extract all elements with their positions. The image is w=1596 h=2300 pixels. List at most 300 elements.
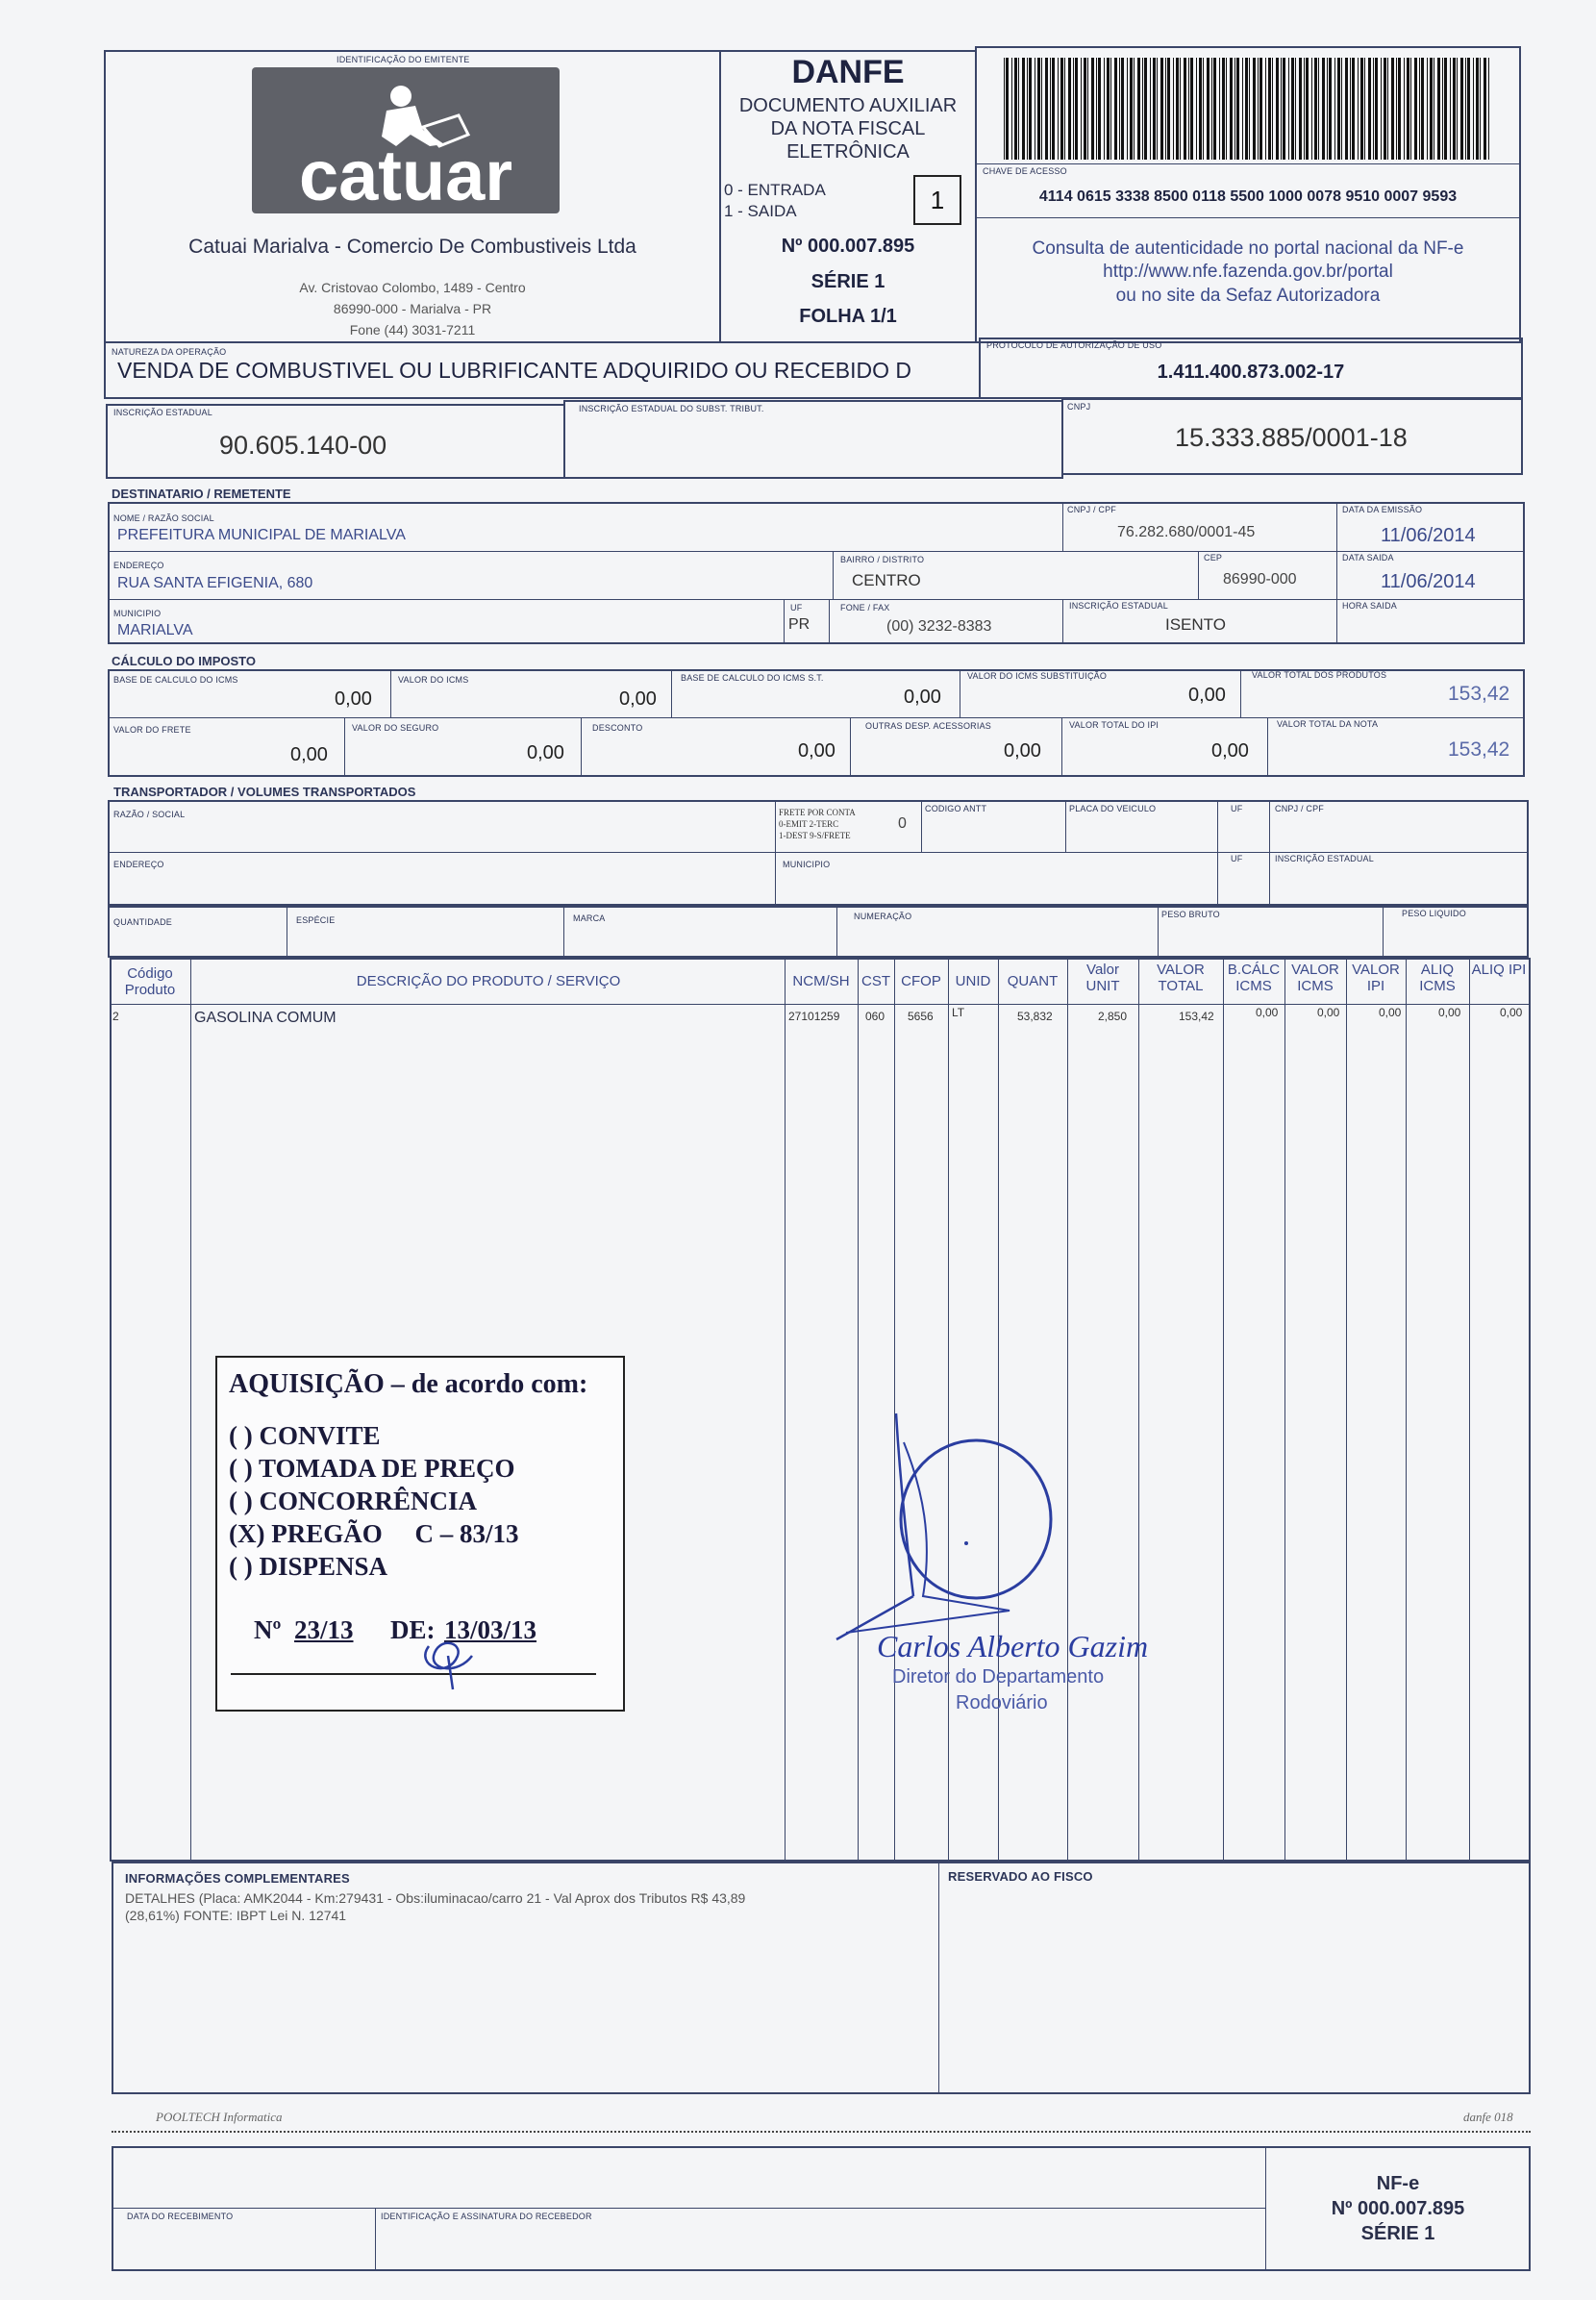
barcode-bar	[1052, 58, 1055, 160]
barcode-bar	[1199, 58, 1202, 160]
barcode-bar	[1110, 58, 1111, 160]
cell-aipi: 0,00	[1500, 1006, 1523, 1019]
barcode-bar	[1258, 58, 1259, 160]
outras-value: 0,00	[1004, 740, 1041, 762]
base-st-value: 0,00	[904, 687, 941, 708]
frete-conta-l1: FRETE POR CONTA	[779, 808, 856, 817]
signature-icon	[827, 1404, 1077, 1654]
placa-label: PLACA DO VEICULO	[1069, 804, 1157, 813]
divider	[108, 717, 1525, 718]
col-vtotal: VALOR TOTAL	[1157, 962, 1205, 994]
barcode-bar	[1295, 58, 1296, 160]
cell-cst: 060	[865, 1010, 885, 1023]
barcode-bar	[1153, 58, 1156, 160]
cell-cfop: 5656	[908, 1010, 934, 1023]
barcode-bar	[1268, 58, 1271, 160]
uf-label: UF	[790, 603, 803, 612]
barcode-bar	[1073, 58, 1074, 160]
col-quant: QUANT	[1007, 973, 1059, 989]
natureza-label: NATUREZA DA OPERAÇÃO	[112, 347, 227, 357]
icms-st-value: 0,00	[1188, 685, 1226, 706]
divider	[1267, 717, 1268, 777]
danfe-serie: SÉRIE 1	[810, 271, 885, 292]
dest-ie-value: ISENTO	[1165, 615, 1226, 634]
divider	[836, 906, 837, 958]
quantidade-label: QUANTIDADE	[113, 917, 173, 927]
col-vipi: VALOR IPI	[1352, 962, 1400, 994]
volumes-box	[108, 906, 1529, 958]
dest-ie-label: INSCRIÇÃO ESTADUAL	[1069, 601, 1168, 611]
nome-value: PREFEITURA MUNICIPAL DE MARIALVA	[117, 527, 406, 543]
divider	[671, 669, 672, 717]
endereco-label: ENDEREÇO	[113, 561, 164, 570]
fone-label: FONE / FAX	[840, 603, 890, 612]
barcode-bar	[1050, 58, 1051, 160]
emitente-address2: 86990-000 - Marialva - PR	[333, 301, 492, 316]
divider	[390, 669, 391, 717]
cell-quant: 53,832	[1017, 1010, 1053, 1023]
barcode-bar	[1304, 58, 1305, 160]
barcode-bar	[1242, 58, 1243, 160]
barcode-bar	[1222, 58, 1225, 160]
barcode-bar	[1119, 58, 1120, 160]
transp-uf-label: UF	[1231, 804, 1243, 813]
barcode-bar	[1299, 58, 1302, 160]
barcode-bar	[1226, 58, 1227, 160]
barcode-bar	[1142, 58, 1143, 160]
municipio-value: MARIALVA	[117, 622, 193, 638]
divider	[775, 800, 776, 906]
col-aicms: ALIQ ICMS	[1419, 962, 1456, 994]
divider	[190, 958, 191, 1862]
barcode-bar	[1311, 58, 1312, 160]
col-descricao: DESCRIÇÃO DO PRODUTO / SERVIÇO	[356, 973, 621, 989]
barcode-bar	[1345, 58, 1348, 160]
hora-label: HORA SAIDA	[1342, 601, 1398, 611]
barcode-bar	[1419, 58, 1420, 160]
canhoto-data-label: DATA DO RECEBIMENTO	[127, 2212, 234, 2221]
cell-bcalc: 0,00	[1256, 1006, 1279, 1019]
col-ncm: NCM/SH	[792, 973, 850, 989]
barcode-bar	[1453, 58, 1456, 160]
barcode-bar	[1167, 58, 1170, 160]
barcode-icon	[1004, 58, 1492, 160]
aquisicao-stamp	[215, 1356, 625, 1712]
ipi-label: VALOR TOTAL DO IPI	[1069, 720, 1160, 730]
info-line1: DETALHES (Placa: AMK2044 - Km:279431 - Obs:iluminacao/carro 21 - Val Aprox dos Tributos R$ 43,89	[125, 1890, 746, 1906]
ipi-value: 0,00	[1211, 740, 1249, 762]
divider	[975, 163, 1521, 164]
barcode-bar	[1144, 58, 1147, 160]
cnpj-value: 15.333.885/0001-18	[1175, 423, 1408, 452]
col-cst: CST	[861, 973, 890, 989]
divider	[108, 599, 1525, 600]
barcode-bar	[1352, 58, 1355, 160]
emitente-name: Catuai Marialva - Comercio De Combustiveis Ltda	[188, 236, 636, 258]
ie-st-label: INSCRIÇÃO ESTADUAL DO SUBST. TRIBUT.	[579, 404, 764, 413]
divider	[1065, 800, 1066, 852]
col-unid: UNID	[955, 973, 991, 989]
transp-endereco-label: ENDEREÇO	[113, 860, 164, 869]
divider	[1469, 958, 1470, 1862]
barcode-bar	[1460, 58, 1463, 160]
barcode-bar	[1414, 58, 1417, 160]
divider	[1062, 599, 1063, 644]
stamp-dispensa: ( ) DISPENSA	[229, 1552, 388, 1581]
divider	[375, 2208, 376, 2271]
barcode-bar	[1488, 58, 1489, 160]
barcode-bar	[1450, 58, 1451, 160]
total-nota-value: 153,42	[1448, 738, 1510, 761]
divider	[1346, 958, 1347, 1862]
barcode-bar	[1121, 58, 1124, 160]
stamp-num: 23/13	[294, 1615, 354, 1644]
dest-cnpj-label: CNPJ / CPF	[1067, 505, 1117, 514]
cep-value: 86990-000	[1223, 571, 1297, 588]
signature-name: Carlos Alberto Gazim	[877, 1629, 1149, 1663]
barcode-bar	[1087, 58, 1088, 160]
uf-value: PR	[788, 616, 810, 633]
barcode-bar	[1322, 58, 1325, 160]
stamp-pregao: (X) PREGÃO C – 83/13	[229, 1519, 519, 1548]
barcode-bar	[1387, 58, 1388, 160]
barcode-bar	[1334, 58, 1335, 160]
outras-label: OUTRAS DESP. ACESSORIAS	[865, 721, 991, 731]
icms-st-label: VALOR DO ICMS SUBSTITUIÇÃO	[967, 671, 1108, 681]
barcode-bar	[1404, 58, 1405, 160]
ie-value: 90.605.140-00	[219, 431, 387, 460]
stamp-title: AQUISIÇÃO – de acordo com:	[229, 1369, 588, 1399]
divider	[1240, 669, 1241, 717]
barcode-bar	[1213, 58, 1216, 160]
divider	[1383, 906, 1384, 958]
col-bcalc: B.CÁLC ICMS	[1227, 962, 1281, 994]
divider	[1336, 502, 1337, 644]
barcode-bar	[1381, 58, 1382, 160]
info-label: INFORMAÇÕES COMPLEMENTARES	[125, 1871, 350, 1886]
barcode-bar	[1160, 58, 1163, 160]
col-vunit: Valor UNIT	[1085, 962, 1120, 994]
barcode-bar	[1421, 58, 1424, 160]
barcode-bar	[1150, 58, 1151, 160]
transportador-section: TRANSPORTADOR / VOLUMES TRANSPORTADOS	[113, 785, 416, 799]
divider	[921, 800, 922, 852]
imposto-section: CÁLCULO DO IMPOSTO	[112, 654, 256, 668]
barcode-bar	[1081, 58, 1082, 160]
barcode-bar	[1230, 58, 1233, 160]
barcode-bar	[1476, 58, 1479, 160]
barcode-bar	[1375, 58, 1378, 160]
barcode-bar	[1318, 58, 1319, 160]
divider	[784, 599, 785, 644]
consulta-text: Consulta de autenticidade no portal nacional da NF-e	[1032, 238, 1464, 259]
barcode-bar	[1444, 58, 1447, 160]
barcode-bar	[1014, 58, 1017, 160]
divider	[112, 2208, 1265, 2209]
protocolo-label: PROTOCOLO DE AUTORIZAÇÃO DE USO	[986, 340, 1162, 350]
divider	[1223, 958, 1224, 1862]
barcode-bar	[1265, 58, 1266, 160]
cell-vicms: 0,00	[1317, 1006, 1340, 1019]
barcode-bar	[1068, 58, 1071, 160]
peso-bruto-label: PESO BRUTO	[1161, 910, 1220, 919]
barcode-bar	[1473, 58, 1474, 160]
seguro-value: 0,00	[527, 742, 564, 763]
especie-label: ESPÉCIE	[296, 915, 336, 925]
col-cfop: CFOP	[901, 973, 941, 989]
bairro-value: CENTRO	[852, 571, 921, 589]
transp-uf2-label: UF	[1231, 854, 1243, 863]
cut-line	[112, 2131, 1531, 2133]
company-logo	[252, 67, 560, 213]
chave-value: 4114 0615 3338 8500 0118 5500 1000 0078 9510 0007 9593	[1038, 188, 1458, 205]
destinatario-box	[108, 502, 1525, 644]
tipo-box: 1	[913, 175, 961, 225]
divider	[108, 852, 1529, 853]
barcode-bar	[1011, 58, 1012, 160]
divider	[1138, 958, 1139, 1862]
desconto-value: 0,00	[798, 740, 835, 762]
consulta-sefaz: ou no site da Sefaz Autorizadora	[1115, 286, 1381, 306]
emissao-value: 11/06/2014	[1381, 525, 1476, 546]
divider	[110, 1004, 1531, 1005]
divider	[850, 717, 851, 777]
barcode-bar	[1358, 58, 1359, 160]
footer-right: danfe 018	[1463, 2110, 1513, 2124]
barcode-bar	[1134, 58, 1135, 160]
barcode-bar	[1276, 58, 1279, 160]
barcode-bar	[1058, 58, 1059, 160]
cnpj-label: CNPJ	[1067, 402, 1091, 412]
barcode-bar	[1272, 58, 1273, 160]
barcode-bar	[1137, 58, 1140, 160]
barcode-bar	[1368, 58, 1371, 160]
barcode-bar	[1027, 58, 1028, 160]
cell-codigo: 2	[112, 1010, 119, 1023]
barcode	[1004, 58, 1492, 160]
total-nota-label: VALOR TOTAL DA NOTA	[1277, 719, 1379, 729]
frete-conta-l2: 0-EMIT 2-TERC	[779, 819, 839, 829]
info-line2: (28,61%) FONTE: IBPT Lei N. 12741	[125, 1908, 347, 1923]
marca-label: MARCA	[573, 913, 606, 923]
barcode-bar	[1114, 58, 1117, 160]
ie-label: INSCRIÇÃO ESTADUAL	[113, 408, 212, 417]
seguro-label: VALOR DO SEGURO	[352, 723, 439, 733]
barcode-bar	[1060, 58, 1063, 160]
barcode-bar	[1075, 58, 1078, 160]
divider	[975, 217, 1521, 218]
barcode-bar	[1484, 58, 1486, 160]
barcode-bar	[1364, 58, 1365, 160]
protocolo-value: 1.411.400.873.002-17	[1157, 362, 1345, 383]
municipio-label: MUNICIPIO	[113, 609, 162, 618]
dest-cnpj-value: 76.282.680/0001-45	[1117, 524, 1256, 540]
bairro-label: BAIRRO / DISTRITO	[840, 555, 925, 564]
stamp-concorrencia: ( ) CONCORRÊNCIA	[229, 1487, 477, 1515]
canhoto-ident-label: IDENTIFICAÇÃO E ASSINATURA DO RECEBEDOR	[381, 2212, 592, 2221]
chave-label: CHAVE DE ACESSO	[983, 166, 1067, 176]
barcode-bar	[1337, 58, 1340, 160]
barcode-bar	[1407, 58, 1409, 160]
barcode-bar	[1391, 58, 1394, 160]
barcode-bar	[1253, 58, 1256, 160]
divider	[938, 1862, 939, 2094]
barcode-bar	[1045, 58, 1048, 160]
danfe-numero: Nº 000.007.895	[781, 236, 915, 257]
barcode-bar	[1107, 58, 1110, 160]
emitente-phone: Fone (44) 3031-7211	[349, 322, 476, 338]
initials-scribble	[410, 1627, 496, 1694]
barcode-bar	[1467, 58, 1470, 160]
cell-vunit: 2,850	[1098, 1010, 1128, 1023]
barcode-bar	[1288, 58, 1289, 160]
divider	[344, 717, 345, 777]
barcode-bar	[1096, 58, 1097, 160]
barcode-bar	[1236, 58, 1239, 160]
barcode-bar	[1022, 58, 1025, 160]
barcode-bar	[1004, 58, 1005, 160]
frete-conta-l3: 1-DEST 9-S/FRETE	[779, 831, 851, 840]
peso-liq-label: PESO LIQUIDO	[1402, 909, 1466, 918]
divider	[1406, 958, 1407, 1862]
barcode-bar	[1091, 58, 1094, 160]
divider	[1284, 958, 1285, 1862]
frete-value: 0,00	[290, 744, 328, 765]
barcode-bar	[1006, 58, 1009, 160]
cep-label: CEP	[1204, 553, 1223, 562]
barcode-bar	[1373, 58, 1374, 160]
canhoto-numero: Nº 000.007.895	[1331, 2198, 1465, 2219]
barcode-bar	[1064, 58, 1065, 160]
barcode-bar	[1127, 58, 1128, 160]
total-prod-label: VALOR TOTAL DOS PRODUTOS	[1252, 670, 1387, 680]
barcode-bar	[1041, 58, 1042, 160]
barcode-bar	[1173, 58, 1174, 160]
divider	[1198, 551, 1199, 599]
col-vicms: VALOR ICMS	[1291, 962, 1339, 994]
barcode-bar	[1219, 58, 1220, 160]
barcode-bar	[1410, 58, 1411, 160]
divider	[1062, 502, 1063, 551]
barcode-bar	[1249, 58, 1250, 160]
barcode-bar	[1327, 58, 1328, 160]
cell-descricao: GASOLINA COMUM	[194, 1010, 337, 1026]
stamp-num-label: Nº	[254, 1615, 282, 1644]
desconto-label: DESCONTO	[592, 723, 643, 733]
footer-left: POOLTECH Informatica	[156, 2110, 283, 2124]
divider	[581, 717, 582, 777]
numeracao-label: NUMERAÇÃO	[854, 912, 912, 921]
divider	[833, 551, 834, 599]
barcode-bar	[1427, 58, 1428, 160]
stamp-convite: ( ) CONVITE	[229, 1421, 381, 1450]
barcode-bar	[1437, 58, 1440, 160]
fisco-label: RESERVADO AO FISCO	[948, 1869, 1093, 1884]
danfe-folha: FOLHA 1/1	[799, 306, 897, 327]
cell-unid: LT	[952, 1006, 965, 1019]
canhoto-serie: SÉRIE 1	[1360, 2223, 1435, 2244]
barcode-bar	[1207, 58, 1209, 160]
barcode-bar	[1457, 58, 1458, 160]
barcode-bar	[1029, 58, 1032, 160]
antt-label: CODIGO ANTT	[925, 804, 987, 813]
barcode-bar	[1360, 58, 1363, 160]
barcode-bar	[1281, 58, 1282, 160]
divider	[1269, 800, 1270, 906]
base-st-label: BASE DE CALCULO DO ICMS S.T.	[681, 673, 824, 683]
stamp-tomada: ( ) TOMADA DE PREÇO	[229, 1454, 515, 1483]
logo-figure-icon	[252, 67, 560, 213]
divider	[1217, 800, 1218, 906]
transp-municipio-label: MUNICIPIO	[783, 860, 831, 869]
razao-label: RAZÃO / SOCIAL	[113, 810, 186, 819]
barcode-bar	[1480, 58, 1481, 160]
barcode-bar	[1314, 58, 1317, 160]
natureza-value: VENDA DE COMBUSTIVEL OU LUBRIFICANTE ADQUIRIDO OU RECEBIDO D	[117, 358, 912, 383]
valor-icms-value: 0,00	[619, 688, 657, 710]
cell-ncm: 27101259	[788, 1010, 840, 1023]
barcode-bar	[1283, 58, 1285, 160]
svg-text:catuar: catuar	[298, 136, 513, 213]
barcode-bar	[1211, 58, 1212, 160]
divider	[1158, 906, 1159, 958]
barcode-bar	[1018, 58, 1019, 160]
barcode-bar	[1329, 58, 1332, 160]
entrada-label: 0 - ENTRADA	[724, 181, 826, 199]
saida-label: 1 - SAIDA	[724, 202, 797, 220]
barcode-bar	[1442, 58, 1443, 160]
barcode-bar	[1188, 58, 1189, 160]
col-aipi: ALIQ IPI	[1471, 962, 1527, 978]
base-icms-label: BASE DE CALCULO DO ICMS	[113, 675, 238, 685]
barcode-bar	[1104, 58, 1105, 160]
frete-label: VALOR DO FRETE	[113, 725, 191, 735]
barcode-bar	[1245, 58, 1248, 160]
barcode-bar	[1165, 58, 1166, 160]
barcode-bar	[1180, 58, 1181, 160]
stamp-de-label: DE:	[390, 1615, 436, 1644]
barcode-bar	[1259, 58, 1262, 160]
barcode-bar	[1184, 58, 1186, 160]
transp-ie-label: INSCRIÇÃO ESTADUAL	[1275, 854, 1374, 863]
divider	[563, 906, 564, 958]
barcode-bar	[1157, 58, 1158, 160]
barcode-bar	[1465, 58, 1466, 160]
divider	[108, 551, 1525, 552]
fone-value: (00) 3232-8383	[886, 618, 992, 635]
barcode-bar	[1037, 58, 1040, 160]
barcode-bar	[1084, 58, 1086, 160]
saida-date-value: 11/06/2014	[1381, 571, 1476, 592]
barcode-bar	[1196, 58, 1197, 160]
barcode-bar	[1341, 58, 1342, 160]
barcode-bar	[1176, 58, 1179, 160]
divider	[785, 958, 786, 1862]
total-prod-value: 153,42	[1448, 683, 1510, 705]
emitente-address1: Av. Cristovao Colombo, 1489 - Centro	[299, 280, 526, 295]
transp-cnpj-label: CNPJ / CPF	[1275, 804, 1325, 813]
barcode-bar	[1306, 58, 1309, 160]
barcode-bar	[1203, 58, 1204, 160]
frete-conta-value: 0	[898, 815, 907, 832]
nome-label: NOME / RAZÃO SOCIAL	[113, 513, 214, 523]
barcode-bar	[1130, 58, 1133, 160]
barcode-bar	[1384, 58, 1386, 160]
barcode-bar	[1234, 58, 1235, 160]
divider	[1061, 717, 1062, 777]
barcode-bar	[1098, 58, 1101, 160]
cell-aicms: 0,00	[1438, 1006, 1461, 1019]
